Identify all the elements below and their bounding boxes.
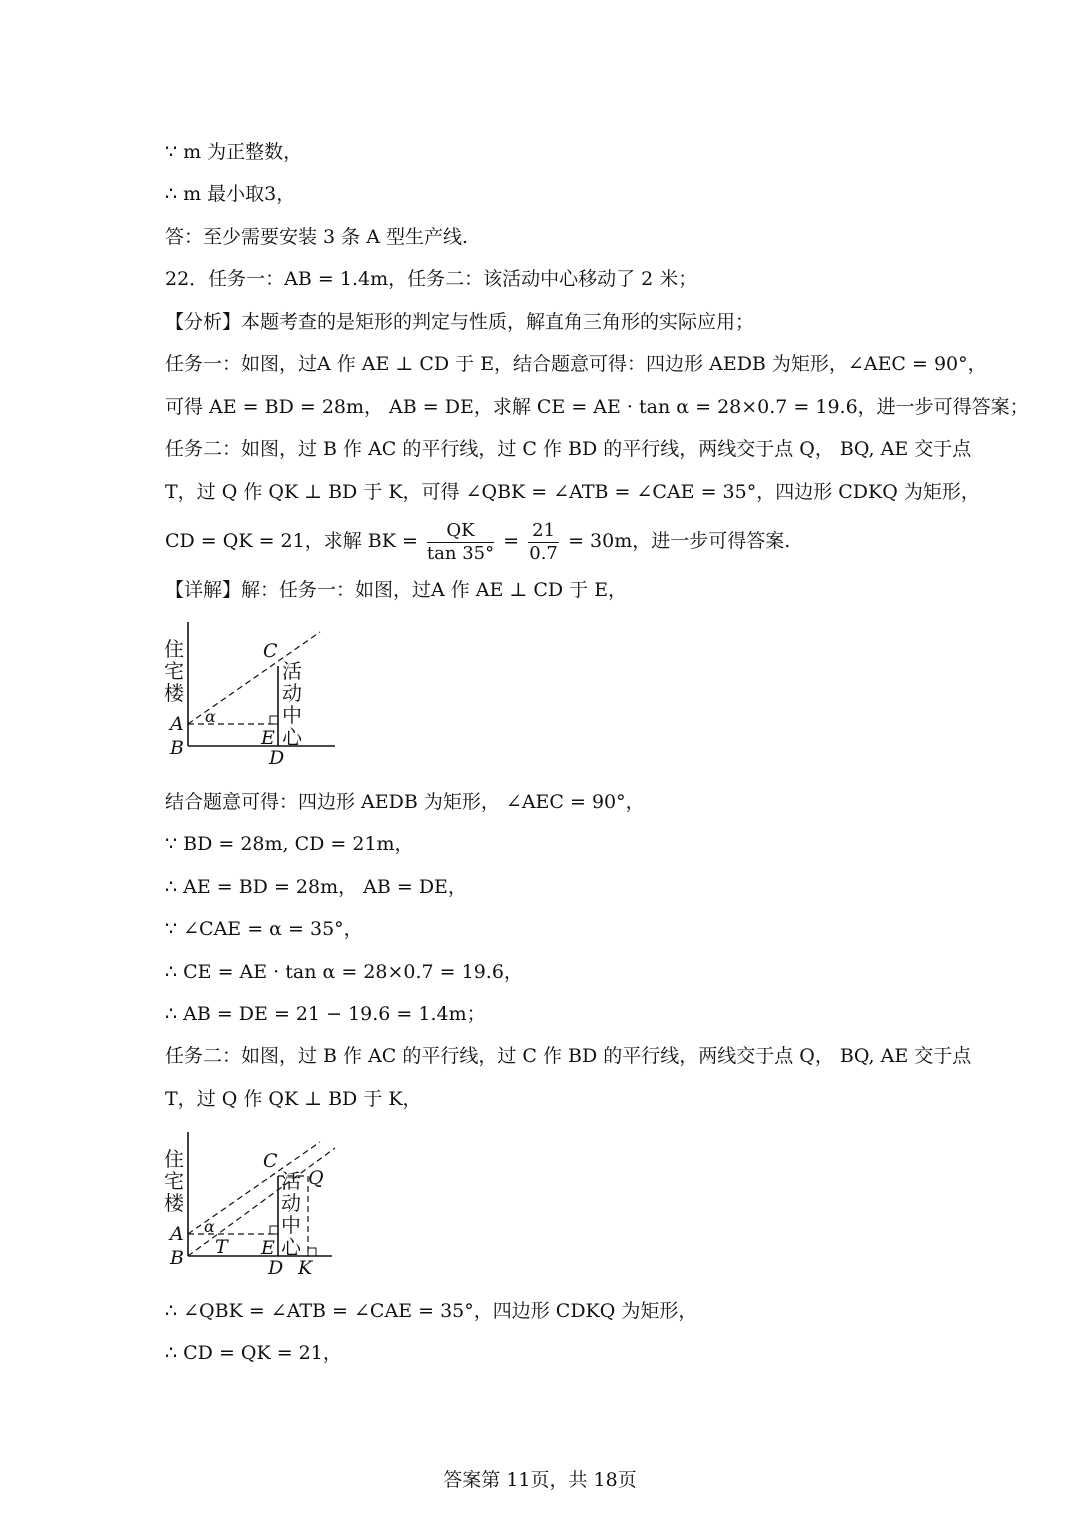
center-char: 活 xyxy=(282,659,302,683)
label-b: B xyxy=(170,737,184,759)
analysis-heading-line: 【分析】本题考查的是矩形的判定与性质，解直角三角形的实际应用； xyxy=(165,311,755,333)
fraction-denominator: tan 35° xyxy=(426,542,495,564)
center-char: 活 xyxy=(281,1169,301,1193)
text-line: T，过 Q 作 QK ⊥ BD 于 K， xyxy=(165,1088,422,1110)
text-line: ∵ ∠CAE = α = 35°， xyxy=(165,918,363,940)
text-line: 任务二：如图，过 B 作 AC 的平行线，过 C 作 BD 的平行线，两线交于点 Q， BQ, AE 交于点 xyxy=(165,1045,972,1067)
center-char: 中 xyxy=(282,703,302,727)
text-line: ∴ ∠QBK = ∠ATB = ∠CAE = 35°，四边形 CDKQ 为矩形， xyxy=(165,1300,698,1322)
text-line: T，过 Q 作 QK ⊥ BD 于 K，可得 ∠QBK = ∠ATB = ∠CAE = 35°，四边形 CDKQ 为矩形， xyxy=(165,481,980,503)
building-char: 住 xyxy=(164,637,184,661)
text-line: 22．任务一：AB = 1.4m，任务二：该活动中心移动了 2 米； xyxy=(165,268,698,290)
label-e: E xyxy=(261,1237,275,1259)
text-line: 答：至少需要安装 3 条 A 型生产线. xyxy=(165,226,469,248)
text-segment: CD = QK = 21，求解 BK = xyxy=(165,530,418,552)
label-q: Q xyxy=(308,1167,324,1189)
building-char: 楼 xyxy=(164,1191,184,1215)
label-a: A xyxy=(170,713,184,735)
center-char: 动 xyxy=(282,681,302,705)
text-line: ∵ m 为正整数， xyxy=(165,141,303,163)
label-e: E xyxy=(261,727,275,749)
label-c: C xyxy=(263,640,278,662)
fraction xyxy=(528,520,559,565)
center-char: 动 xyxy=(281,1191,301,1215)
page-footer: 答案第 11页，共 18页 xyxy=(443,1469,637,1491)
text-line: ∴ CE = AE · tan α = 28×0.7 = 19.6， xyxy=(165,961,523,983)
text-line: 可得 AE = BD = 28m， AB = DE，求解 CE = AE · tan α = 28×0.7 = 19.6，进一步可得答案； xyxy=(165,396,1029,418)
text-line: ∴ AB = DE = 21 − 19.6 = 1.4m； xyxy=(165,1003,486,1025)
label-d: D xyxy=(268,1257,284,1279)
building-char: 宅 xyxy=(164,659,184,683)
label-k: K xyxy=(298,1257,313,1279)
label-a: A xyxy=(170,1223,184,1245)
center-char: 心 xyxy=(281,1235,301,1259)
label-d: D xyxy=(269,747,285,769)
building-char: 住 xyxy=(164,1147,184,1171)
text-line: 结合题意可得：四边形 AEDB 为矩形， ∠AEC = 90°， xyxy=(165,791,645,813)
text-line: ∴ CD = QK = 21， xyxy=(165,1342,342,1364)
detail-heading-line: 【详解】解：任务一：如图，过A 作 AE ⊥ CD 于 E， xyxy=(165,579,628,601)
figure-2-diagram xyxy=(160,1128,345,1283)
text-line: ∴ AE = BD = 28m， AB = DE， xyxy=(165,876,467,898)
fraction xyxy=(427,520,494,565)
label-c: C xyxy=(263,1150,278,1172)
figure-1-diagram xyxy=(160,618,345,773)
text-line: 任务一：如图，过A 作 AE ⊥ CD 于 E，结合题意可得：四边形 AEDB 为矩形，∠AEC = 90°， xyxy=(165,353,987,375)
label-t: T xyxy=(215,1236,228,1258)
building-char: 宅 xyxy=(164,1169,184,1193)
label-alpha: α xyxy=(204,1217,215,1236)
fraction-denominator: 0.7 xyxy=(529,542,558,564)
label-b: B xyxy=(170,1247,184,1269)
fraction-numerator: 21 xyxy=(528,520,559,543)
fraction-numerator: QK xyxy=(427,520,494,543)
text-line-with-fraction xyxy=(165,516,790,566)
text-line: 任务二：如图，过 B 作 AC 的平行线，过 C 作 BD 的平行线，两线交于点 Q， BQ, AE 交于点 xyxy=(165,438,972,460)
text-line: ∵ BD = 28m, CD = 21m， xyxy=(165,833,414,855)
label-alpha: α xyxy=(205,707,216,726)
center-char: 心 xyxy=(282,725,302,749)
equals-sign: = xyxy=(503,530,520,552)
text-line: ∴ m 最小取3， xyxy=(165,183,296,205)
text-segment: = 30m，进一步可得答案. xyxy=(568,530,791,552)
center-char: 中 xyxy=(281,1213,301,1237)
building-char: 楼 xyxy=(164,681,184,705)
